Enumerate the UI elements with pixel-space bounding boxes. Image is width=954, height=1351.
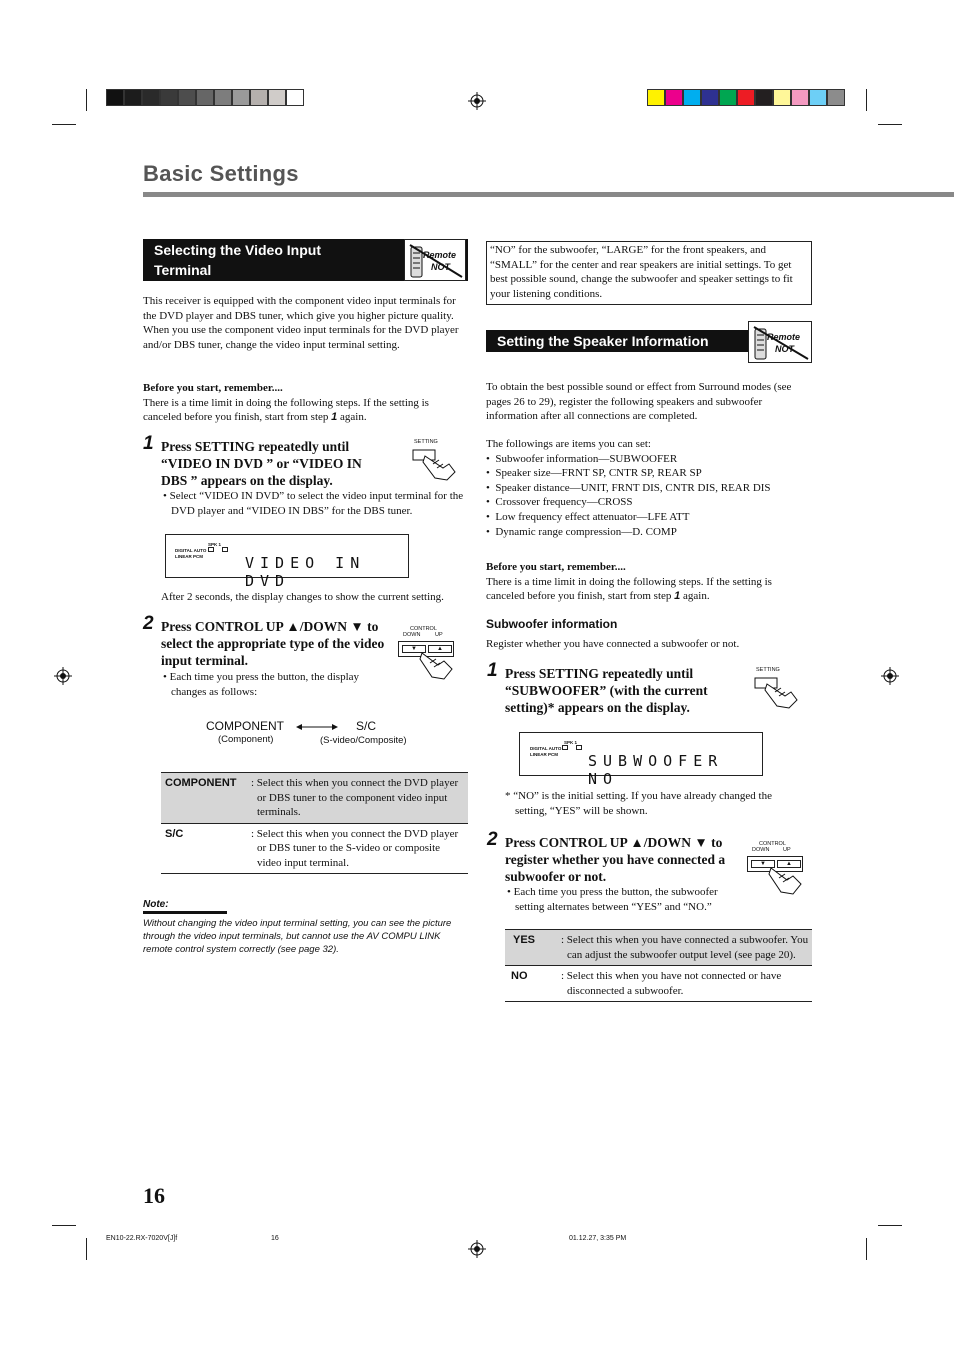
- step2-bullet-text: Each time you press the button, the display changes as follows:: [169, 671, 360, 698]
- list-item-text: Speaker size—FRNT SP, CNTR SP, REAR SP: [495, 467, 702, 480]
- list-item: • Low frequency effect attenuator—LFE ATT: [486, 510, 690, 523]
- gray-swatch: [286, 89, 304, 106]
- control-up-label: UP: [783, 847, 791, 853]
- up-arrow-icon: ▲: [777, 860, 801, 868]
- initial-settings-box: “NO” for the subwoofer, “LARGE” for the front speakers, and “SMALL” for the center and rear speakers are initial settings. To get best possible sound, change the subwoofer and speaker settings to fit your listening conditions.: [486, 241, 812, 305]
- color-swatch: [683, 89, 701, 106]
- note-heading: Note:: [143, 899, 169, 910]
- setting-button-illustration: [403, 438, 463, 484]
- lcd-tag-digital: DIGITAL AUTO: [175, 548, 207, 553]
- step2-instruction: Press CONTROL UP ▲/DOWN ▼ to register whether you have connected a subwoofer or not.: [505, 835, 726, 884]
- gray-swatch: [268, 89, 286, 106]
- lcd-main-text: VIDEO IN DVD: [245, 554, 366, 590]
- control-button-illustration: [396, 625, 460, 683]
- color-swatch: [737, 89, 755, 106]
- lcd-tag-digital: DIGITAL AUTO: [530, 746, 562, 751]
- flow-component-label: COMPONENT: [206, 719, 284, 733]
- registration-target-icon: [468, 1240, 486, 1258]
- option-key: YES: [513, 934, 536, 946]
- step-number: 2: [143, 613, 154, 634]
- option-description: : Select this when you connect the DVD player or DBS tuner to the component video input terminals.: [251, 777, 459, 818]
- section-title-line1: Selecting the Video Input: [154, 242, 321, 258]
- flow-component-sublabel: (Component): [218, 734, 274, 745]
- crop-mark: [878, 1225, 902, 1226]
- before-start-heading: Before you start, remember....: [143, 382, 283, 394]
- down-arrow-icon: ▼: [402, 645, 426, 653]
- lcd-tag-linear: LINEAR PCM: [530, 752, 558, 757]
- color-swatch: [701, 89, 719, 106]
- gray-swatch: [196, 89, 214, 106]
- footer-date: 01.12.27, 3:35 PM: [569, 1235, 627, 1242]
- control-button-illustration: [745, 840, 809, 898]
- list-item: • Subwoofer information—SUBWOOFER: [486, 452, 678, 465]
- subwoofer-options-table: [505, 929, 812, 1002]
- badge-remote-text: Remote: [423, 250, 457, 260]
- color-registration-bars: [647, 89, 845, 106]
- step-number: 1: [143, 433, 154, 454]
- bidirectional-arrow-icon: [296, 722, 338, 732]
- option-description: : Select this when you have not connected or have disconnected a subwoofer.: [561, 970, 782, 997]
- remote-control-icon: [752, 325, 810, 361]
- before-start-text-end: again.: [683, 590, 710, 603]
- color-swatch: [791, 89, 809, 106]
- speaker-info-intro: To obtain the best possible sound or effect from Surround modes (see pages 26 to 29), register the following speakers and subwoofer information after all connections are completed.: [486, 381, 792, 423]
- items-heading: The followings are items you can set:: [486, 438, 651, 450]
- crop-mark: [86, 89, 87, 111]
- step2-bullet: • Each time you press the button, the subwoofer setting alternates between “YES” and “NO.”: [507, 886, 718, 913]
- note-text: Without changing the video input terminal setting, you can see the picture through the video input terminals, but cannot use the AV COMPU LINK remote control system correctly (see page 32).: [143, 918, 452, 955]
- after-2-seconds-text: After 2 seconds, the display changes to show the current setting.: [161, 591, 444, 603]
- badge-remote-text: Remote: [767, 332, 801, 342]
- table-row: [505, 930, 812, 965]
- registration-target-icon: [881, 667, 899, 685]
- hand-press-icon: [416, 651, 456, 681]
- settable-items-block: [486, 437, 808, 539]
- footer-page: 16: [271, 1235, 279, 1242]
- list-item-text: Speaker distance—UNIT, FRNT DIS, CNTR DIS, REAR DIS: [495, 481, 771, 494]
- list-item-text: Dynamic range compression—D. COMP: [495, 525, 677, 538]
- list-item-text: Low frequency effect attenuator—LFE ATT: [495, 510, 690, 523]
- remote-not-badge: [404, 239, 466, 281]
- gray-swatch: [214, 89, 232, 106]
- initial-setting-footnote: * “NO” is the initial setting. If you have already changed the setting, “YES” will be shown.: [505, 790, 772, 817]
- note-rule: [143, 911, 227, 914]
- title-rule: [143, 192, 954, 197]
- gray-swatch: [124, 89, 142, 106]
- step2-bullet: • Each time you press the button, the display changes as follows:: [163, 671, 360, 698]
- crop-mark: [866, 1238, 867, 1260]
- crop-mark: [52, 1225, 76, 1226]
- list-item: • Speaker distance—UNIT, FRNT DIS, CNTR DIS, REAR DIS: [486, 481, 771, 494]
- before-start-step: 1: [331, 411, 338, 424]
- step1-bullet-text: Select “VIDEO IN DVD” to select the video input terminal for the DVD player and “VIDEO IN DBS” for the DBS tuner.: [169, 490, 464, 517]
- remote-control-icon: [408, 243, 464, 279]
- option-description: : Select this when you have connected a subwoofer. You can adjust the subwoofer output level (see page 20).: [561, 934, 809, 961]
- up-arrow-icon: ▲: [428, 645, 452, 653]
- crop-mark: [878, 124, 902, 125]
- color-swatch: [827, 89, 845, 106]
- control-label: CONTROL: [759, 841, 786, 847]
- flow-sc-label: S/C: [356, 719, 377, 733]
- gray-swatch: [178, 89, 196, 106]
- lcd-main-text: SUBWOOFER NO: [588, 752, 724, 788]
- footer-file: EN10-22.RX-7020V[J]f: [106, 1235, 178, 1242]
- option-key: S/C: [165, 827, 184, 840]
- step-number: 1: [487, 660, 498, 681]
- crop-mark: [866, 89, 867, 111]
- registration-target-icon: [468, 92, 486, 110]
- table-row: [161, 773, 468, 823]
- list-item: • Crossover frequency—CROSS: [486, 496, 633, 509]
- hand-press-icon: [745, 674, 801, 710]
- setting-button-illustration: [745, 665, 805, 711]
- step2-instruction: Press CONTROL UP ▲/DOWN ▼ to select the appropriate type of the video input terminal.: [161, 619, 385, 668]
- flow-sc-sublabel: (S-video/Composite): [320, 735, 407, 746]
- gray-swatch: [142, 89, 160, 106]
- lcd-speaker-indicator: [222, 547, 228, 552]
- section-title-line2: Terminal: [154, 262, 212, 278]
- gray-swatch: [106, 89, 124, 106]
- lcd-speaker-indicator: [576, 745, 582, 750]
- list-item: • Speaker size—FRNT SP, CNTR SP, REAR SP: [486, 467, 702, 480]
- setting-label: SETTING: [756, 667, 780, 673]
- lcd-display-subwoofer: [519, 732, 763, 788]
- color-swatch: [809, 89, 827, 106]
- crop-mark: [86, 1238, 87, 1260]
- step2-bullet-text: Each time you press the button, the subwoofer setting alternates between “YES” and “NO.”: [513, 886, 718, 913]
- option-description: : Select this when you connect the DVD player or DBS tuner to the S-video or composite video input terminal.: [251, 827, 459, 869]
- step-number: 2: [487, 829, 498, 850]
- lcd-speaker-indicator: [208, 547, 214, 552]
- color-swatch: [755, 89, 773, 106]
- before-start-text: There is a time limit in doing the following steps. If the setting is canceled before you finish, start from step: [143, 396, 429, 424]
- hand-press-icon: [403, 446, 459, 482]
- video-input-options-table: [161, 772, 468, 874]
- lcd-speaker-indicator: [562, 745, 568, 750]
- before-start-text-end: again.: [340, 411, 367, 424]
- before-start-block: [143, 381, 466, 425]
- setting-label: SETTING: [414, 439, 438, 445]
- crop-mark: [52, 124, 76, 125]
- list-item: • Dynamic range compression—D. COMP: [486, 525, 677, 538]
- section-header-speaker-info: Setting the Speaker Information: [486, 330, 748, 352]
- control-up-label: UP: [435, 632, 443, 638]
- lcd-spk: SPK 1: [208, 542, 222, 547]
- table-row: [161, 823, 468, 874]
- table-row: [505, 965, 812, 1001]
- lcd-tag-linear: LINEAR PCM: [175, 554, 203, 559]
- subwoofer-info-intro: Register whether you have connected a subwoofer or not.: [486, 638, 740, 650]
- subwoofer-info-heading: Subwoofer information: [486, 617, 618, 631]
- list-item-text: Crossover frequency—CROSS: [495, 496, 633, 509]
- registration-target-icon: [54, 667, 72, 685]
- color-swatch: [719, 89, 737, 106]
- step1-instruction: Press SETTING repeatedly until “VIDEO IN DVD ” or “VIDEO IN DBS ” appears on the display.: [161, 439, 362, 488]
- before-start-text: There is a time limit in doing the following steps. If the setting is canceled before you finish, start from step: [486, 575, 772, 603]
- control-down-label: DOWN: [403, 632, 421, 638]
- page-number: 16: [143, 1183, 165, 1208]
- color-swatch: [665, 89, 683, 106]
- lcd-spk: SPK 1: [564, 740, 578, 745]
- remote-not-badge: [748, 321, 812, 363]
- hand-press-icon: [765, 866, 805, 896]
- gray-swatch: [232, 89, 250, 106]
- gray-registration-bars: [106, 89, 304, 106]
- badge-not-text: NOT: [775, 344, 794, 354]
- color-swatch: [773, 89, 791, 106]
- down-arrow-icon: ▼: [751, 860, 775, 868]
- lcd-display-video-in: [165, 534, 409, 590]
- control-label: CONTROL: [410, 626, 437, 632]
- gray-swatch: [250, 89, 268, 106]
- step1-bullet: • Select “VIDEO IN DVD” to select the video input terminal for the DVD player and “VIDEO IN DBS” for the DBS tuner.: [163, 490, 464, 517]
- video-input-intro: This receiver is equipped with the component video input terminals for the DVD player and DBS tuner, which give you higher picture quality. When you use the component video input terminals for the DVD player and/or DBS tuner, change the video input terminal setting.: [143, 295, 459, 351]
- before-start-block: [486, 560, 808, 604]
- step1-instruction: Press SETTING repeatedly until “SUBWOOFER” (with the current setting)* appears on the display.: [505, 666, 708, 715]
- list-item-text: Subwoofer information—SUBWOOFER: [495, 452, 678, 465]
- color-swatch: [647, 89, 665, 106]
- before-start-heading: Before you start, remember....: [486, 561, 626, 573]
- option-key: COMPONENT: [165, 777, 237, 789]
- option-key: NO: [511, 970, 528, 982]
- gray-swatch: [160, 89, 178, 106]
- badge-not-text: NOT: [431, 262, 450, 272]
- page-title: Basic Settings: [143, 161, 299, 186]
- before-start-step: 1: [674, 590, 681, 603]
- control-down-label: DOWN: [752, 847, 770, 853]
